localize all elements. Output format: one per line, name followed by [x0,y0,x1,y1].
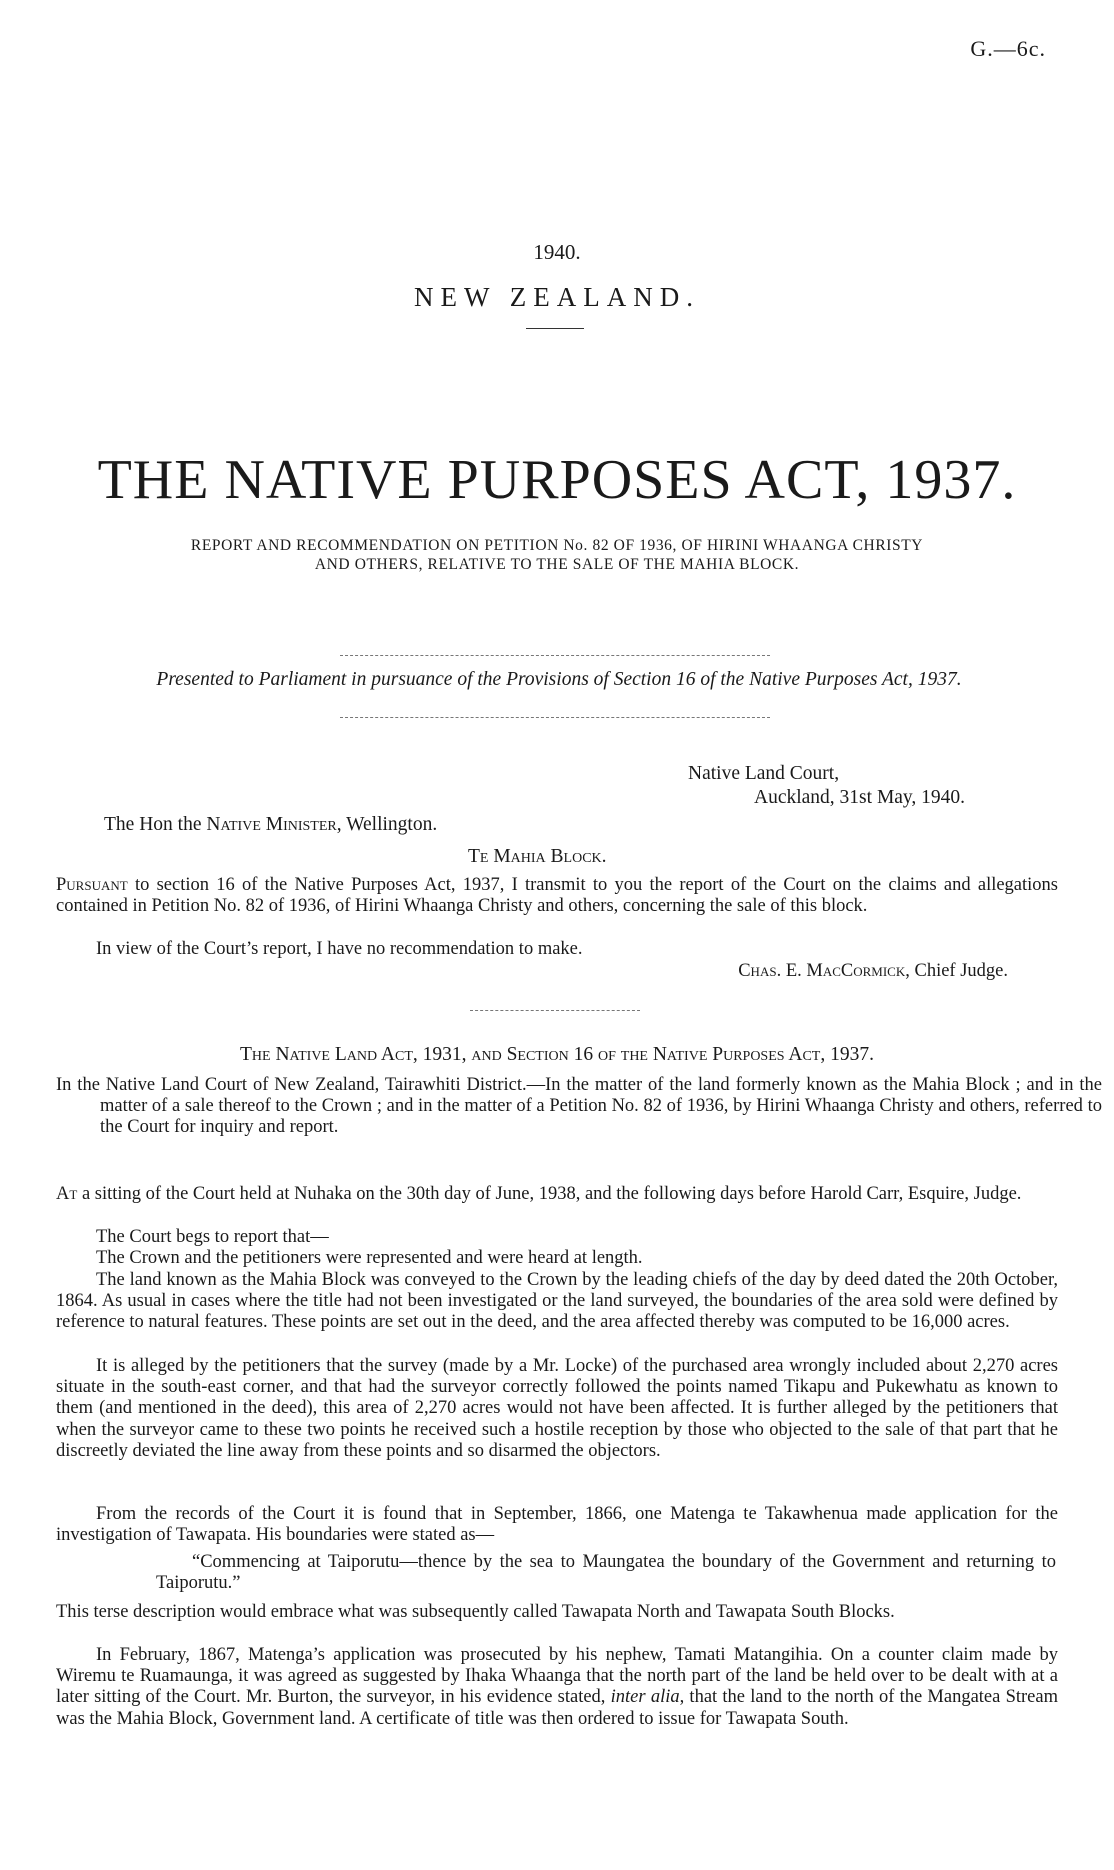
salutation-post: , Wellington. [336,814,438,835]
subtitle-line-2: AND OTHERS, RELATIVE TO THE SALE OF THE MAHIA BLOCK. [314,556,800,573]
report-paragraph-1: The Court begs to report that— [96,1227,329,1247]
address-line-2: Auckland, 31st May, 1940. [754,787,966,808]
signature-title: , Chief Judge. [905,961,1008,981]
short-rule [526,328,584,329]
salutation-minister: Native Minister [206,814,337,835]
signature [56,961,1008,982]
paragraph-7-post: , that the land to the north of the Mangatea Stream was the Mahia Block, Government land. A certificate of title was then ordered to issue for Tawapata South. [56,1687,1058,1729]
report-paragraph-6: This terse description would embrace what was subsequently called Tawapata North and Tawapata South Blocks. [56,1602,895,1622]
presented-line: Presented to Parliament in pursuance of the Provisions of Section 16 of the Native Purposes Act, 1937. [156,669,962,690]
country-heading: NEW ZEALAND. [414,282,700,312]
dashed-rule-top [340,655,770,656]
report-matter: In the Native Land Court of New Zealand, Tairawhiti District.—In the matter of the land formerly known as the Mahia Block ; and in the matter of a sale thereof to the Crown ; and in the matter of a Petition No. 82 of 1936, by Hirini Whaanga Christy and others, referred to the Court for inquiry and report. [56,1075,1102,1138]
year: 1940. [533,240,581,264]
letter-subject: Te Mahia Block. [468,846,607,867]
paper-code: G.—6c. [970,36,1046,61]
report-paragraph-4: It is alleged by the petitioners that the survey (made by a Mr. Locke) of the purchased area wrongly included about 2,270 acres situate in the south-east corner, and that had the surveyor correctly followed the points named Tikapu and Pukewhatu as known to them (and mentioned in the deed), this area of 2,270 acres would not have been affected. It is further alleged by the petitioners that when the surveyor came to these two points he received such a hostile reception by those who objected to the sale of that part that he discreetly deviated the line away from these points and so disarmed the objectors. [56,1356,1058,1461]
letter-body [56,875,1058,917]
letter-body-text: to section 16 of the Native Purposes Act, 1937, I transmit to you the report of the Court on the claims and allegations contained in Petition No. 82 of 1936, of Hirini Whaanga Christy and others, concerning the sale of this block. [56,875,1058,917]
dashed-rule-bottom [340,717,770,718]
act-title: THE NATIVE PURPOSES ACT, 1937. [97,449,1017,511]
letter-lead-word: Pursuant [56,875,128,895]
report-heading: The Native Land Act, 1931, and Section 16 of the Native Purposes Act, 1937. [240,1044,874,1065]
report-subtitle [48,536,1066,574]
address-line-1: Native Land Court, [688,763,840,784]
boundary-quote: “Commencing at Taiporutu—thence by the sea to Maungatea the boundary of the Government and returning to Taiporutu.” [156,1552,1056,1594]
signature-name: Chas. E. MacCormick [738,961,906,981]
report-paragraph-5: From the records of the Court it is found that in September, 1866, one Matenga te Takawhenua made application for the investigation of Tawapata. His boundaries were stated as— [56,1504,1058,1546]
report-paragraph-3: The land known as the Mahia Block was conveyed to the Crown by the leading chiefs of the day by deed dated the 20th October, 1864. As usual in cases where the title had not been investigated or the land surveyed, the boundaries of the area sold were defined by reference to natural features. These points are set out in the deed, and the area affected thereby was computed to be 16,000 acres. [56,1270,1058,1333]
letter-recommendation: In view of the Court’s report, I have no recommendation to make. [96,939,583,959]
section-divider [470,1010,640,1011]
salutation [104,813,437,836]
sender-address [688,762,965,810]
report-paragraph-2: The Crown and the petitioners were represented and were heard at length. [96,1248,643,1268]
report-sitting [56,1184,1058,1205]
report-paragraph-7 [56,1645,1058,1730]
paragraph-7-latin: inter alia [610,1687,680,1708]
sitting-text: a sitting of the Court held at Nuhaka on the 30th day of June, 1938, and the following days before Harold Carr, Esquire, Judge. [77,1184,1022,1204]
sitting-lead-word: At [56,1184,78,1204]
subtitle-line-1: REPORT AND RECOMMENDATION ON PETITION No. 82 OF 1936, OF HIRINI WHAANGA CHRISTY [190,537,924,554]
paragraph-7-pre: In February, 1867, Matenga’s application was prosecuted by his nephew, Tamati Matangihia. On a counter claim made by Wiremu te Ruamaunga, it was agreed as suggested by Ihaka Whaanga that the north part of the land be held over to be dealt with at a later sitting of the Court. Mr. Burton, the surveyor, in his evidence stated, [56,1645,1058,1708]
salutation-pre: The Hon the [104,814,207,835]
